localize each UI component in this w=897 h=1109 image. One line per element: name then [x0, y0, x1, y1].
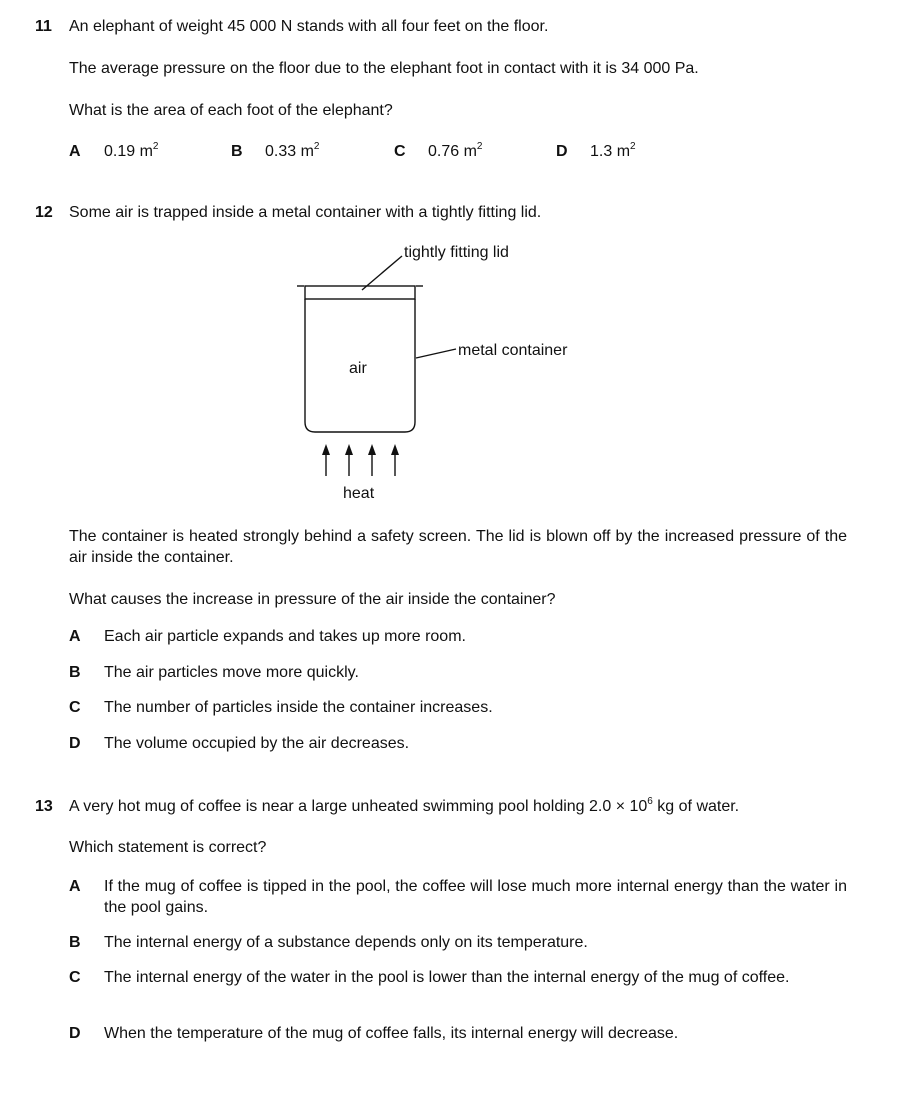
heat-arrow-3-head: [368, 444, 376, 455]
option-c-letter: C: [394, 143, 406, 160]
option-a-value: 0.19 $m^2$: [104, 141, 159, 160]
heat-arrows: [322, 444, 399, 476]
option-b-letter: B: [231, 143, 243, 160]
option-d-letter: D: [556, 143, 568, 160]
question-prompt: Which statement is correct?: [69, 839, 267, 856]
option-b-text: The air particles move more quickly.: [104, 664, 359, 681]
option-a-letter: A: [69, 628, 81, 645]
heat-arrow-4-head: [391, 444, 399, 455]
option-c-value: 0.76 $m^2$: [428, 141, 483, 160]
option-d-letter: D: [69, 735, 81, 752]
option-c-letter: C: [69, 969, 81, 986]
option-b-letter: B: [69, 934, 81, 951]
question-stem: A very hot mug of coffee is near a large unheated swimming pool holding $2.0 \times 10^6$ kg of water.: [69, 796, 740, 815]
option-b-text: The internal energy of a substance depends only on its temperature.: [104, 934, 588, 951]
heat-label: heat: [343, 485, 375, 502]
lid-shape: [305, 286, 415, 299]
option-a-text: Each air particle expands and takes up more room.: [104, 628, 466, 645]
option-b-value: 0.33 $m^2$: [265, 141, 320, 160]
question-number: 13: [35, 798, 53, 815]
option-c-text: The internal energy of the water in the pool is lower than the internal energy of the mug of coffee.: [104, 969, 790, 986]
container-leader-line: [416, 349, 456, 358]
question-number: 11: [35, 18, 52, 35]
question-info: The average pressure on the floor due to the elephant foot in contact with it is 34 000 Pa.: [69, 60, 699, 77]
option-a-text: If the mug of coffee is tipped in the pool, the coffee will lose much more internal energy than the water in the pool gains.: [104, 878, 847, 916]
option-c-text: The number of particles inside the container increases.: [104, 699, 493, 716]
option-d-text: The volume occupied by the air decreases.: [104, 735, 410, 752]
option-d-letter: D: [69, 1025, 81, 1042]
question-info: The container is heated strongly behind a safety screen. The lid is blown off by the increased pressure of the air inside the container.: [69, 528, 847, 566]
option-d-value: 1.3 $m^2$: [590, 141, 636, 160]
air-label: air: [349, 360, 367, 377]
lid-leader-line: [362, 256, 402, 290]
question-prompt: What causes the increase in pressure of the air inside the container?: [69, 591, 556, 608]
heat-arrow-2-head: [345, 444, 353, 455]
option-d-text: When the temperature of the mug of coffee falls, its internal energy will decrease.: [104, 1025, 679, 1042]
option-a-letter: A: [69, 878, 81, 895]
lid-label: tightly fitting lid: [404, 244, 509, 261]
heat-arrow-1-head: [322, 444, 330, 455]
question-number: 12: [35, 204, 53, 221]
option-a-letter: A: [69, 143, 81, 160]
question-prompt: What is the area of each foot of the elephant?: [69, 102, 393, 119]
option-c-letter: C: [69, 699, 81, 716]
question-stem: An elephant of weight 45 000 N stands with all four feet on the floor.: [69, 18, 549, 35]
option-b-letter: B: [69, 664, 81, 681]
container-label: metal container: [458, 342, 568, 359]
question-stem: Some air is trapped inside a metal container with a tightly fitting lid.: [69, 204, 542, 221]
